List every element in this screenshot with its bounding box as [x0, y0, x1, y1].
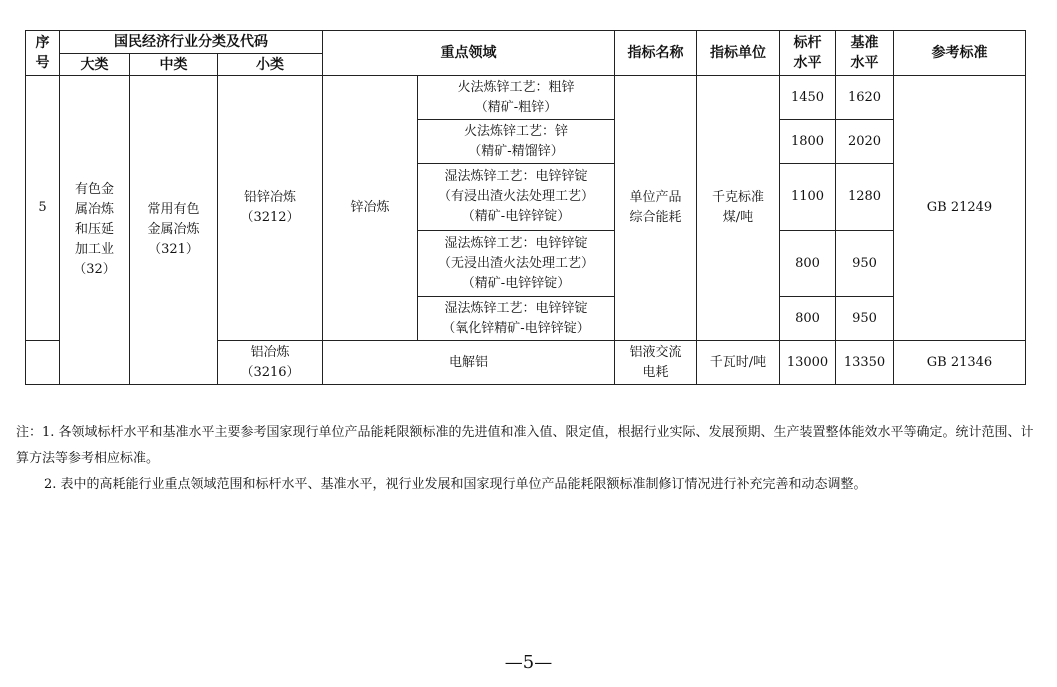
cell-reference-aluminum: GB 21346	[894, 341, 1026, 385]
baseline-value: 1620	[836, 76, 894, 120]
header-key-field: 重点领域	[323, 31, 615, 76]
energy-standards-table-container	[25, 30, 1026, 385]
benchmark-value: 1100	[780, 164, 836, 231]
minor-line: 铝冶炼	[250, 344, 290, 360]
header-benchmark-line1: 标杆	[793, 35, 822, 51]
header-middle: 中类	[130, 54, 218, 76]
process-cell	[418, 164, 615, 231]
major-line: 属冶炼	[74, 202, 114, 217]
header-indicator-name: 指标名称	[615, 31, 697, 76]
minor-line: （3216）	[240, 364, 300, 380]
header-baseline-line1: 基准	[850, 35, 879, 51]
note-1: 注：1. 各领域标杆水平和基准水平主要参考国家现行单位产品能耗限额标准的先进值和准入值、限定值，根据行业实际、发展预期、生产装置整体能效水平等确定。统计范围、计算方法等参考相应标准。	[16, 425, 1034, 466]
benchmark-value: 1450	[780, 76, 836, 120]
baseline-value: 2020	[836, 120, 894, 164]
header-seq-line2: 号	[35, 55, 50, 71]
process-cell	[418, 297, 615, 341]
header-reference: 参考标准	[894, 31, 1026, 76]
header-baseline-line2: 水平	[850, 55, 879, 71]
major-line: 和压延	[74, 222, 114, 237]
header-benchmark	[780, 31, 836, 76]
unit-line: 煤/吨	[722, 210, 754, 225]
process-line: （无浸出渣火法处理工艺）	[437, 255, 594, 271]
process-line: （精矿-精馏锌）	[468, 143, 564, 159]
unit-line: 千克标准	[711, 190, 764, 205]
cell-seq: 5	[26, 76, 60, 341]
benchmark-value: 800	[780, 297, 836, 341]
middle-line: 常用有色	[147, 202, 200, 217]
process-line: （氧化锌精矿-电锌锌锭）	[442, 320, 590, 336]
cell-unit-aluminum: 千瓦时/吨	[697, 341, 780, 385]
process-cell	[418, 231, 615, 297]
header-major: 大类	[60, 54, 130, 76]
header-seq	[26, 31, 60, 76]
process-line: （精矿-电锌锌锭）	[461, 275, 571, 291]
indicator-line: 铝液交流	[629, 344, 682, 360]
cell-field: 锌冶炼	[323, 76, 418, 341]
baseline-value: 1280	[836, 164, 894, 231]
middle-line: 金属冶炼	[147, 222, 200, 237]
benchmark-value: 1800	[780, 120, 836, 164]
indicator-line: 单位产品	[629, 190, 682, 205]
header-indicator-unit: 指标单位	[697, 31, 780, 76]
major-line: 有色金	[74, 182, 114, 197]
benchmark-value: 13000	[780, 341, 836, 385]
minor-line: （3212）	[240, 210, 300, 225]
process-line: 火法炼锌工艺：锌	[463, 123, 568, 139]
notes-section	[16, 420, 1046, 498]
benchmark-value: 800	[780, 231, 836, 297]
process-line: 湿法炼锌工艺：电锌锌锭	[444, 169, 588, 184]
major-line: 加工业	[74, 242, 114, 257]
middle-line: （321）	[148, 242, 199, 257]
minor-line: 铅锌冶炼	[243, 190, 296, 205]
cell-middle	[130, 76, 218, 385]
process-cell	[418, 120, 615, 164]
cell-reference: GB 21249	[894, 76, 1026, 341]
process-line: （有浸出渣火法处理工艺）	[437, 189, 594, 204]
baseline-value: 950	[836, 231, 894, 297]
cell-major	[60, 76, 130, 385]
baseline-value: 13350	[836, 341, 894, 385]
page-number: —5—	[504, 652, 553, 673]
header-baseline	[836, 31, 894, 76]
energy-standards-table	[25, 30, 1026, 385]
cell-indicator-unit	[697, 76, 780, 341]
major-line: （32）	[73, 262, 116, 277]
header-benchmark-line2: 水平	[793, 55, 822, 71]
cell-indicator-name	[615, 76, 697, 341]
process-line: 火法炼锌工艺：粗锌	[457, 79, 575, 95]
baseline-value: 950	[836, 297, 894, 341]
process-line: 湿法炼锌工艺：电锌锌锭	[444, 235, 588, 251]
cell-minor	[218, 76, 323, 341]
cell-minor-aluminum	[218, 341, 323, 385]
header-classification: 国民经济行业分类及代码	[60, 31, 323, 54]
indicator-line: 电耗	[642, 364, 669, 380]
header-minor: 小类	[218, 54, 323, 76]
cell-indicator-aluminum	[615, 341, 697, 385]
cell-seq-empty	[26, 341, 60, 385]
process-line: 湿法炼锌工艺：电锌锌锭	[444, 300, 588, 316]
indicator-line: 综合能耗	[629, 210, 682, 225]
process-cell	[418, 76, 615, 120]
note-2: 2. 表中的高耗能行业重点领域范围和标杆水平、基准水平，视行业发展和国家现行单位产品能耗限额标准制修订情况进行补充完善和动态调整。	[44, 477, 867, 492]
header-seq-line1: 序	[35, 35, 50, 51]
cell-field-aluminum: 电解铝	[323, 341, 615, 385]
process-line: （精矿-粗锌）	[474, 99, 558, 115]
process-line: （精矿-电锌锌锭）	[461, 209, 571, 224]
